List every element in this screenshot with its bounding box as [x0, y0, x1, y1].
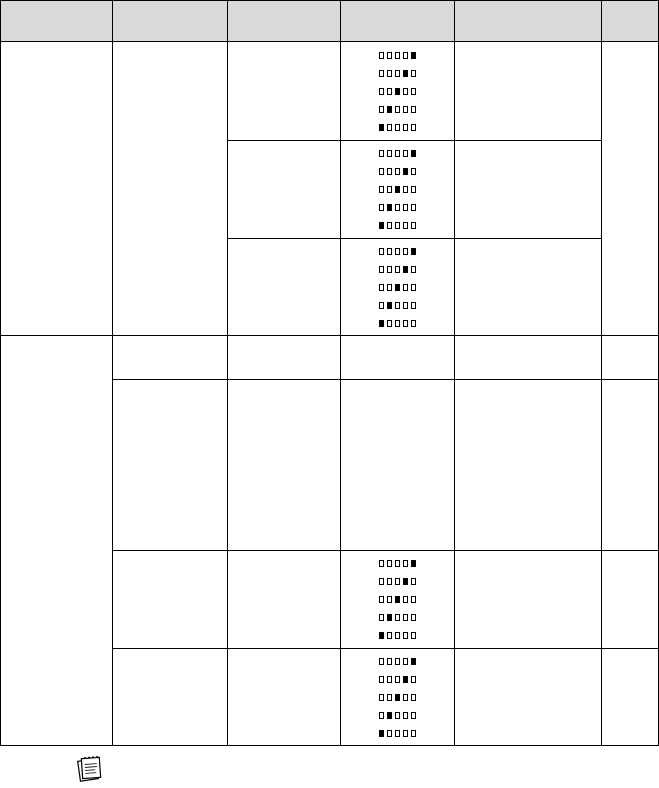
- level-marker-empty: [403, 248, 408, 255]
- level-step: [379, 202, 416, 214]
- group-b-row3-col3: [228, 551, 341, 649]
- level-marker-filled: [411, 150, 416, 157]
- note-pad-icon: [74, 754, 104, 784]
- level-marker-empty: [411, 124, 416, 131]
- level-marker-empty: [379, 560, 384, 567]
- level-marker-empty: [395, 730, 400, 737]
- group-b-row4-col2: [113, 649, 228, 746]
- level-marker-empty: [411, 578, 416, 585]
- level-marker-empty: [387, 150, 392, 157]
- level-indicator: [341, 558, 454, 642]
- level-marker-empty: [387, 632, 392, 639]
- group-b-row1-col6: [602, 336, 659, 380]
- level-marker-empty: [411, 730, 416, 737]
- level-marker-empty: [411, 676, 416, 683]
- level-step: [379, 263, 416, 275]
- level-step: [379, 317, 416, 329]
- level-marker-filled: [403, 266, 408, 273]
- group-b-row2-col5: [455, 380, 602, 551]
- level-step: [379, 655, 416, 667]
- level-marker-empty: [411, 266, 416, 273]
- group-b-row2-col6: [602, 380, 659, 551]
- level-step: [379, 709, 416, 721]
- level-marker-filled: [387, 106, 392, 113]
- level-marker-filled: [395, 88, 400, 95]
- table-row: [1, 336, 659, 380]
- level-marker-filled: [403, 676, 408, 683]
- group-b-row3-col2: [113, 551, 228, 649]
- level-step: [379, 281, 416, 293]
- level-marker-empty: [387, 70, 392, 77]
- level-marker-empty: [379, 70, 384, 77]
- group-a-row2-col5: [455, 141, 602, 239]
- level-step: [379, 148, 416, 160]
- level-marker-empty: [395, 70, 400, 77]
- level-step: [379, 184, 416, 196]
- level-marker-empty: [387, 88, 392, 95]
- level-marker-empty: [395, 560, 400, 567]
- level-marker-empty: [387, 186, 392, 193]
- level-step: [379, 727, 416, 739]
- group-b-row1-col2: [113, 336, 228, 380]
- level-marker-empty: [395, 222, 400, 229]
- level-marker-filled: [387, 204, 392, 211]
- group-b-col1: [1, 336, 113, 746]
- header-cell-2: [113, 1, 228, 42]
- level-marker-filled: [395, 284, 400, 291]
- level-marker-empty: [403, 150, 408, 157]
- level-marker-empty: [379, 614, 384, 621]
- header-cell-5: [455, 1, 602, 42]
- level-step: [379, 245, 416, 257]
- level-marker-filled: [395, 694, 400, 701]
- header-cell-3: [228, 1, 341, 42]
- level-marker-empty: [387, 248, 392, 255]
- level-marker-empty: [411, 88, 416, 95]
- level-marker-empty: [403, 712, 408, 719]
- level-indicator: [341, 148, 454, 232]
- level-marker-empty: [379, 284, 384, 291]
- level-marker-empty: [379, 302, 384, 309]
- level-marker-empty: [387, 320, 392, 327]
- level-marker-empty: [395, 658, 400, 665]
- level-marker-filled: [379, 124, 384, 131]
- group-b-row3-col5: [455, 551, 602, 649]
- level-marker-filled: [379, 320, 384, 327]
- level-marker-empty: [387, 676, 392, 683]
- level-marker-empty: [411, 320, 416, 327]
- level-step: [379, 630, 416, 642]
- level-marker-filled: [379, 222, 384, 229]
- level-indicator-cell: [341, 239, 455, 336]
- level-marker-filled: [387, 614, 392, 621]
- level-marker-empty: [379, 712, 384, 719]
- level-marker-empty: [379, 578, 384, 585]
- group-a-row2-col3: [228, 141, 341, 239]
- level-marker-empty: [379, 150, 384, 157]
- level-marker-empty: [403, 694, 408, 701]
- group-a-col6: [602, 42, 659, 336]
- level-indicator-cell: [341, 42, 455, 141]
- level-marker-empty: [395, 124, 400, 131]
- level-step: [379, 673, 416, 685]
- level-marker-empty: [379, 168, 384, 175]
- group-b-row3-col6: [602, 551, 659, 649]
- level-marker-filled: [395, 186, 400, 193]
- level-marker-empty: [403, 302, 408, 309]
- level-marker-empty: [403, 320, 408, 327]
- level-marker-filled: [411, 658, 416, 665]
- level-marker-empty: [379, 52, 384, 59]
- level-marker-empty: [387, 266, 392, 273]
- level-marker-empty: [395, 712, 400, 719]
- level-marker-empty: [395, 302, 400, 309]
- group-b-row1-col4: [341, 336, 455, 380]
- group-a-row3-col5: [455, 239, 602, 336]
- level-marker-empty: [387, 694, 392, 701]
- group-b-row4-col3: [228, 649, 341, 746]
- group-a-row1-col5: [455, 42, 602, 141]
- level-marker-filled: [387, 712, 392, 719]
- level-marker-empty: [387, 168, 392, 175]
- level-indicator-cell: [341, 649, 455, 746]
- level-marker-empty: [411, 222, 416, 229]
- level-marker-empty: [403, 222, 408, 229]
- level-marker-empty: [403, 730, 408, 737]
- group-b-row4-col5: [455, 649, 602, 746]
- level-marker-empty: [379, 248, 384, 255]
- level-step: [379, 103, 416, 115]
- level-marker-empty: [395, 150, 400, 157]
- level-marker-empty: [411, 712, 416, 719]
- level-marker-empty: [403, 632, 408, 639]
- level-marker-empty: [379, 106, 384, 113]
- level-marker-empty: [403, 658, 408, 665]
- level-marker-empty: [395, 614, 400, 621]
- level-marker-empty: [387, 596, 392, 603]
- level-indicator-cell: [341, 551, 455, 649]
- level-marker-empty: [395, 266, 400, 273]
- level-marker-empty: [403, 88, 408, 95]
- level-marker-empty: [395, 204, 400, 211]
- group-b-row2-col3: [228, 380, 341, 551]
- level-marker-empty: [411, 70, 416, 77]
- level-marker-empty: [411, 186, 416, 193]
- level-marker-empty: [387, 560, 392, 567]
- level-marker-empty: [411, 302, 416, 309]
- level-marker-empty: [379, 676, 384, 683]
- level-marker-empty: [387, 284, 392, 291]
- level-step: [379, 691, 416, 703]
- level-step: [379, 220, 416, 232]
- level-step: [379, 558, 416, 570]
- table-row: [1, 42, 659, 141]
- level-marker-empty: [403, 124, 408, 131]
- group-b-row2-col2: [113, 380, 228, 551]
- level-step: [379, 49, 416, 61]
- level-marker-empty: [403, 52, 408, 59]
- level-marker-empty: [379, 596, 384, 603]
- level-marker-empty: [411, 694, 416, 701]
- level-marker-empty: [395, 578, 400, 585]
- group-a-col2: [113, 42, 228, 336]
- level-marker-empty: [403, 106, 408, 113]
- level-marker-filled: [411, 560, 416, 567]
- level-marker-empty: [379, 186, 384, 193]
- level-step: [379, 612, 416, 624]
- level-marker-filled: [403, 578, 408, 585]
- level-marker-empty: [411, 106, 416, 113]
- level-step: [379, 576, 416, 588]
- level-marker-empty: [387, 578, 392, 585]
- level-marker-empty: [403, 560, 408, 567]
- level-marker-empty: [411, 284, 416, 291]
- level-marker-empty: [403, 284, 408, 291]
- level-marker-empty: [387, 222, 392, 229]
- level-marker-empty: [379, 88, 384, 95]
- level-marker-empty: [403, 186, 408, 193]
- level-marker-empty: [395, 676, 400, 683]
- level-marker-filled: [411, 52, 416, 59]
- level-marker-empty: [395, 248, 400, 255]
- group-a-col1: [1, 42, 113, 336]
- group-a-row1-col3: [228, 42, 341, 141]
- level-marker-filled: [379, 632, 384, 639]
- level-marker-empty: [411, 204, 416, 211]
- group-b-row2-col4: [341, 380, 455, 551]
- level-marker-empty: [411, 168, 416, 175]
- level-marker-filled: [387, 302, 392, 309]
- level-marker-empty: [387, 658, 392, 665]
- level-marker-filled: [403, 168, 408, 175]
- level-step: [379, 594, 416, 606]
- level-marker-empty: [379, 204, 384, 211]
- level-marker-empty: [411, 614, 416, 621]
- level-marker-filled: [403, 70, 408, 77]
- level-marker-filled: [379, 730, 384, 737]
- level-marker-filled: [395, 596, 400, 603]
- level-step: [379, 166, 416, 178]
- level-indicator: [341, 245, 454, 329]
- level-marker-empty: [403, 614, 408, 621]
- group-b-row1-col3: [228, 336, 341, 380]
- level-marker-empty: [395, 52, 400, 59]
- level-marker-filled: [411, 248, 416, 255]
- level-marker-empty: [411, 596, 416, 603]
- level-marker-empty: [379, 694, 384, 701]
- level-marker-empty: [387, 124, 392, 131]
- level-step: [379, 299, 416, 311]
- level-marker-empty: [379, 266, 384, 273]
- header-cell-1: [1, 1, 113, 42]
- group-b-row4-col6: [602, 649, 659, 746]
- header-cell-6: [602, 1, 659, 42]
- level-marker-empty: [379, 658, 384, 665]
- level-marker-empty: [411, 632, 416, 639]
- header-cell-4: [341, 1, 455, 42]
- level-indicator: [341, 655, 454, 739]
- level-marker-empty: [387, 52, 392, 59]
- level-marker-empty: [395, 168, 400, 175]
- level-step: [379, 67, 416, 79]
- group-a-row3-col3: [228, 239, 341, 336]
- level-marker-empty: [403, 596, 408, 603]
- level-marker-empty: [395, 106, 400, 113]
- level-indicator-cell: [341, 141, 455, 239]
- header-row: [1, 1, 659, 42]
- level-indicator: [341, 49, 454, 133]
- level-marker-empty: [387, 730, 392, 737]
- level-marker-empty: [395, 632, 400, 639]
- group-b-row1-col5: [455, 336, 602, 380]
- level-step: [379, 85, 416, 97]
- level-marker-empty: [395, 320, 400, 327]
- level-step: [379, 121, 416, 133]
- level-marker-empty: [403, 204, 408, 211]
